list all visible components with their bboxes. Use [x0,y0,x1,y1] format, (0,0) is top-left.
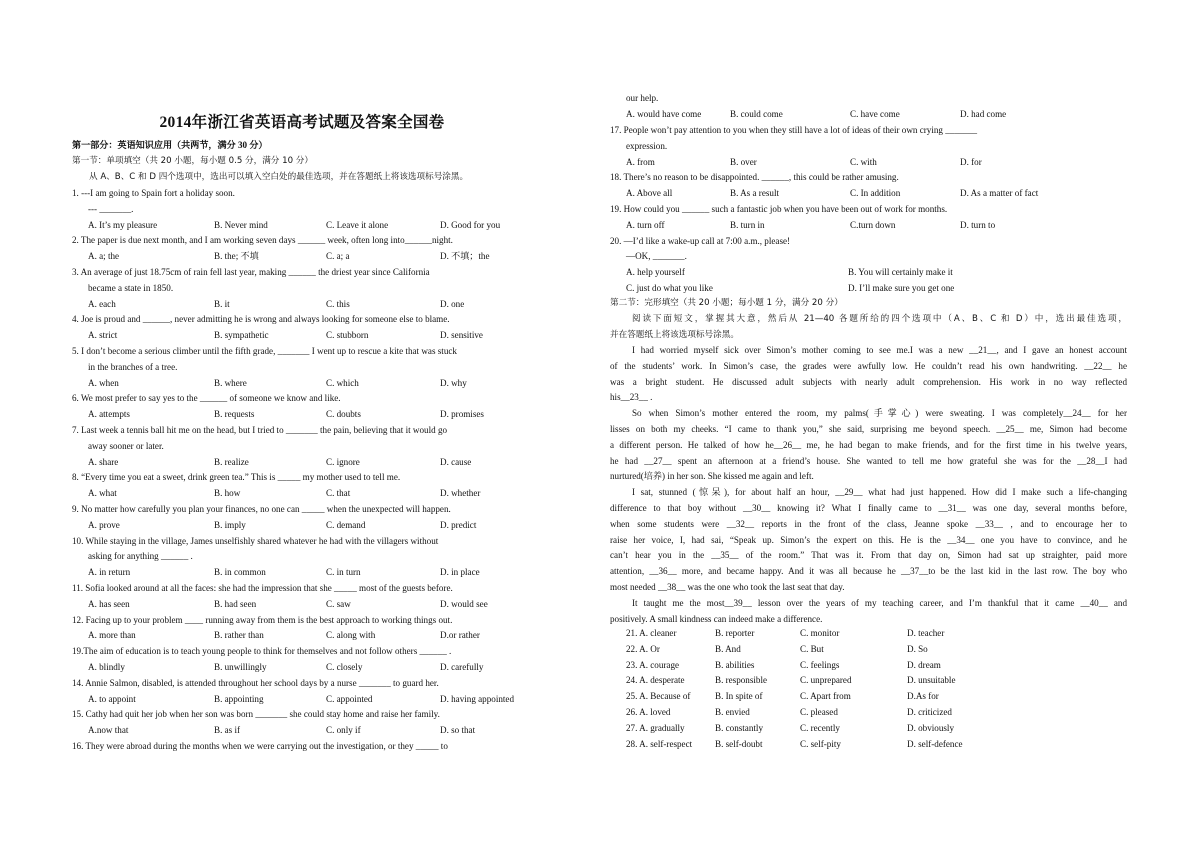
option: D. promises [440,409,484,420]
option: D. would see [440,598,488,609]
option: C. which [326,377,359,388]
option: B. how [214,488,241,499]
cloze-instruction [610,312,1127,344]
option: C. have come [850,109,900,119]
question-stem: 3. An average of just 18.75cm of rain fell last year, making ______ the driest year since California [72,267,430,277]
option: D. in place [440,567,480,578]
option: C. demand [326,519,366,530]
option: A. a; the [88,251,120,262]
option: D. one [440,298,465,309]
passage-paragraph [610,343,1127,406]
option-row [88,660,532,676]
option: D. So [907,643,928,654]
question-stem-cont: --- _______. [88,203,134,214]
option: A. attempts [88,409,130,420]
option-row [626,186,1130,202]
option: A. when [88,377,119,388]
page-title: 2014年浙江省英语高考试题及答案全国卷 [159,114,445,131]
option: C. closely [326,662,363,672]
option-row [88,455,532,471]
option: B. In spite of [715,691,763,702]
instruction-line: 阅读下面短文，掌握其大意，然后从 21—40 各题所给的四个选项中（A、B、C 和 D）中，选出最佳选项， [632,314,1127,324]
option: B. rather than [214,630,264,641]
passage-line: So when Simon’s mother entered the room, my palms(手掌心) were sweating. I was completely__24__ for her [632,408,1127,419]
option: A. It’s my pleasure [88,219,158,230]
cloze-option-row [626,737,1130,753]
option: D. cause [440,456,472,467]
option-row [88,297,532,313]
option: A. strict [88,330,118,341]
question-stem: 20. —I’d like a wake-up call at 7:00 a.m., please! [610,235,791,246]
cloze-option-row [626,721,1130,737]
passage-line: attention, __36__ more, and became happy. And it was all because he __37__to be the last kid in the last row. The boy who [610,566,1127,577]
option: B. had seen [214,598,257,609]
option: B. responsible [715,675,768,686]
passage-line: most needed __38__ was the one who took the last seat that day. [610,581,845,592]
option: B. self-doubt [715,738,763,749]
option: D. I’ll make sure you get one [848,283,955,293]
option: A. share [88,456,119,467]
option: C.turn down [850,219,896,230]
option: B. realize [214,456,249,467]
passage-line: raise her voice, I, had sai, “Speak up. Simon’s the expert on this. He is the __34__ one you have to convince, and he [610,534,1127,545]
option: B. And [715,643,741,654]
option: 23. A. courage [626,659,680,670]
option-row [626,265,1130,281]
passage-line: It taught me the most__39__ lesson over the years of my teaching career, and I’m thankful that it came __40__ and [632,597,1127,608]
cloze-option-row [626,689,1130,705]
option: C. Leave it alone [326,219,389,230]
option: C. along with [326,630,376,641]
option: A. blindly [88,662,125,672]
option: D. unsuitable [907,675,956,686]
option: B. could come [730,109,783,119]
question-stem: 4. Joe is proud and ______, never admitting he is wrong and always looking for someone else to blame. [72,314,450,325]
option: C. Apart from [800,691,851,702]
option: B. As a result [730,188,780,199]
instruction-text: 从 A、B、C 和 D 四个选项中，选出可以填入空白处的最佳选项，并在答题纸上将该选项标号涂黑。 [89,172,469,182]
passage-line: when some students were __32__ reports in the front of the class, Jeanne spoke __33__ , and to encourage her to [610,518,1127,529]
option: B. requests [214,409,255,420]
option: C. only if [326,725,361,736]
option: C. pleased [800,707,838,717]
option: B. turn in [730,219,765,230]
option: B. envied [715,707,750,717]
option: C. just do what you like [626,283,713,293]
question-stem-cont: away sooner or later. [88,440,164,451]
option: 21. A. cleaner [626,628,677,638]
option-row [626,155,1130,171]
question-stem: 5. I don’t become a serious climber until the fifth grade, _______ I went up to rescue a kite that was stuck [72,346,457,356]
option: A. prove [88,519,120,530]
passage-paragraph [610,406,1127,485]
option: C. that [326,488,351,499]
option: D. had come [960,109,1007,119]
option: B. the; 不填 [214,251,259,262]
option-row [626,107,1130,123]
option: B. Never mind [214,219,268,230]
option: D. As a matter of fact [960,188,1039,199]
option: 27. A. gradually [626,722,685,733]
option: C. a; a [326,251,350,262]
option: B. as if [214,725,241,736]
option: A. Above all [626,188,673,199]
option-row [626,281,1130,297]
question-stem: 15. Cathy had quit her job when her son was born _______ she could stay home and raise her family. [72,709,440,720]
option: 25. A. Because of [626,691,691,702]
question-stem: 19. How could you ______ such a fantastic job when you have been out of work for months. [610,204,948,214]
option: A.now that [88,725,129,736]
cloze-option-row [626,705,1130,721]
option: B. abilities [715,659,755,670]
option: B. where [214,377,247,388]
option: D. whether [440,488,481,499]
option-row [88,218,532,234]
option: D. self-defence [907,738,963,749]
question-stem-cont: asking for anything ______ . [88,551,193,562]
question-continuation: our help. [626,93,659,103]
option: B. appointing [214,693,264,704]
option: D. having appointed [440,693,514,704]
option: C. with [850,156,877,167]
option: B. You will certainly make it [848,267,953,278]
question-stem: 11. Sofia looked around at all the faces: she had the impression that she _____ most of the guests before. [72,583,453,593]
option: D. dream [907,659,941,670]
question-stem-cont: expression. [626,140,668,151]
option: D. sensitive [440,330,483,341]
option: A. what [88,488,117,499]
option: D. why [440,377,467,388]
option: A. to appoint [88,693,136,704]
option: D. predict [440,519,477,530]
option: B. in common [214,567,266,578]
question-stem: 8. “Every time you eat a sweet, drink green tea.” This is _____ my mother used to tell me. [72,472,401,483]
option: 24. A. desperate [626,675,685,686]
passage-paragraph [610,596,1127,628]
option-row [88,565,532,581]
passage-line: difference to that boy without __30__ knowing it? What I finally came to __31__ was one day, several months before, [610,502,1127,513]
option: B. sympathetic [214,330,269,341]
question-stem: 1. ---I am going to Spain fort a holiday soon. [72,188,235,198]
passage-line: positively. A small kindness can indeed make a difference. [610,613,823,624]
question-stem: 16. They were abroad during the months when we were carrying out the investigation, or they _____ to [72,741,448,751]
passage-line: lisses on both my cheeks. “I came to thank you,” she said, surprising me beyond speech. __25__ me, Simon had become [610,423,1127,434]
passage-line: his__23__ . [610,392,653,403]
question-stem: 18. There’s no reason to be disappointed. ______, this could be rather amusing. [610,172,899,183]
option: A. each [88,298,116,309]
passage-line: nurtured(培养) in her son. She kissed me again and left. [610,471,814,482]
question-stem-cont: —OK, _______. [626,251,687,262]
passage-line: of the students’ work. In Simon’s case, the grades were awfully low. He couldn’t read his own handwriting. __22__ he [610,360,1127,371]
cloze-option-row [626,642,1130,658]
question-stem: 2. The paper is due next month, and I am working seven days ______ week, often long into______night. [72,235,453,246]
option: B. over [730,156,757,167]
question-stem-cont: in the branches of a tree. [88,361,178,372]
option: D. turn to [960,219,996,230]
passage-line: I had worried myself sick over Simon’s mother coming to see me.I was a new __21__, and I gave an honest account [632,345,1127,355]
question-stem: 17. People won’t pay attention to you when they still have a lot of ideas of their own crying _______ [610,125,978,135]
option-row [88,692,532,708]
option: C. In addition [850,188,901,199]
option: D. obviously [907,722,954,733]
option: C. appointed [326,693,373,704]
option: B. constantly [715,722,763,733]
option-row [626,218,1130,234]
question-stem: 10. While staying in the village, James unselfishly shared whatever he had with the villagers without [72,535,439,546]
option-row [88,597,532,613]
option: A. more than [88,630,136,641]
option: B. reporter [715,628,755,638]
option: A. would have come [626,109,702,119]
option-row [88,723,532,739]
option-row [88,328,532,344]
option: C. stubborn [326,330,369,341]
question-stem: 14. Annie Salmon, disabled, is attended throughout her school days by a nurse _______ to guard her. [72,677,439,688]
option-row [88,486,532,502]
option: A. has seen [88,598,130,609]
option: C. ignore [326,456,360,467]
section-heading: 第一节：单项填空（共 20 小题，每小题 0.5 分，满分 10 分） [72,156,313,166]
option: D. for [960,156,982,167]
option: C. recently [800,722,840,733]
option: 26. A. loved [626,707,671,717]
cloze-option-row [626,673,1130,689]
option-row [88,376,532,392]
option-row [88,628,532,644]
option: D. teacher [907,628,945,638]
option: A. turn off [626,219,665,230]
question-stem: 9. No matter how carefully you plan your finances, no one can _____ when the unexpected will happen. [72,504,451,514]
passage-line: was a bright student. He discussed adult subjects with nearly adult comprehension. His work in no way reflected [610,376,1127,387]
part-heading: 第一部分：英语知识应用（共两节，满分 30 分） [72,140,268,150]
passage-line: a different person. He talked of how he__26__ me, he had began to make friends, and for the first time in his twelve years, [610,439,1127,450]
option: C. feelings [800,659,840,670]
option: C. this [326,298,350,309]
option: 28. A. self-respect [626,738,693,749]
instruction-line: 并在答题纸上将该选项标号涂黑。 [610,329,739,340]
option: B. it [214,298,230,309]
passage-line: can’t hear you in the __35__ of the room.” That was it. From that day on, Simon had sat up straighter, paid more [610,550,1127,561]
passage-line: I sat, stunned (惊呆), for about half an hour, __29__ what had just happened. How did I make such a life-changing [632,487,1127,498]
option: D. 不填；the [440,251,490,262]
option: D. criticized [907,707,952,717]
option: C. in turn [326,567,361,578]
option: B. unwillingly [214,662,267,672]
option-row [88,407,532,423]
option: D. Good for you [440,219,501,230]
cloze-section-heading: 第二节：完形填空（共 20 小题；每小题 1 分，满分 20 分） [610,298,843,308]
passage-paragraph [610,485,1127,596]
option: C. saw [326,598,351,609]
option-row [88,518,532,534]
question-stem: 19.The aim of education is to teach young people to think for themselves and not follow others ______ . [72,646,452,657]
option: B. imply [214,519,246,530]
question-stem: 7. Last week a tennis ball hit me on the head, but I tried to _______ the pain, believing that it would go [72,425,448,435]
option: D. so that [440,725,476,736]
cloze-option-row [626,626,1130,642]
question-stem-cont: became a state in 1850. [88,282,174,293]
option: C. unprepared [800,675,852,686]
option: D.or rather [440,630,480,641]
option-row [88,249,532,265]
option: C. doubts [326,409,361,420]
question-stem: 6. We most prefer to say yes to the ______ of someone we know and like. [72,393,341,404]
option: A. help yourself [626,267,685,278]
question-stem: 12. Facing up to your problem ____ running away from them is the best approach to working things out. [72,614,453,625]
option: 22. A. Or [626,643,660,654]
option: A. in return [88,567,131,578]
option: D.As for [907,691,939,702]
passage-line: he had __27__ spent an afternoon at a friend’s house. She wanted to tell me how grateful she was for the __28__I had [610,455,1127,466]
option: A. from [626,156,655,167]
option: C. But [800,643,824,654]
option: C. monitor [800,628,840,638]
option: C. self-pity [800,738,841,749]
option: D. carefully [440,662,484,672]
cloze-option-row [626,658,1130,674]
